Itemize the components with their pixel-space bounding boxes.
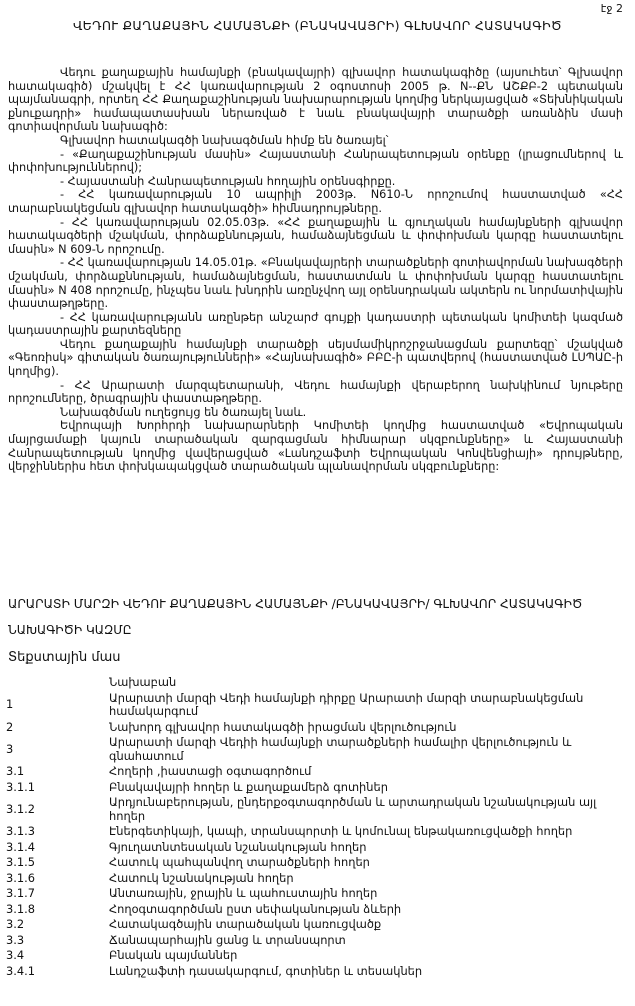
toc-row [0,856,635,870]
paragraph: Նախագծման ուղեցույց են ծառայել նաև. [60,405,307,419]
toc-number: 3.1.7 [6,886,35,900]
toc-text: Նախաբան [109,675,177,689]
toc-row [0,825,635,839]
toc-text: Արարատի մարզի Վեդիի համայնքի տարածքների համալիր վերլուծություն և գնահատում [109,735,572,763]
toc-text: Հողերի ,իաստացի օգտագործում [109,764,312,778]
page-number: էջ 2 [600,2,623,15]
table-of-contents [0,676,635,980]
toc-row [0,887,635,901]
toc-number: 3.3 [6,932,25,947]
toc-text: Անտառային, ջրային և պահուստային հողեր [109,886,378,900]
paragraph: Եվրոպայի Խորհրդի նախարարների Կոմիտեի կողմից հաստատված «Եվրոպական մայրցամաքի կայուն տարածական զարգացման հիմնարար սկզբունքները» և Հայաստանի Հանրապետության կողմից վավերացված «Լանդշաֆտի Եվրոպական Կոնվենցիայի» դրույթները, վերջիններիս հետ փոխկապակցված տարածական պլանավորման սկզբունքները: [8,419,623,474]
toc-number: 3.2 [6,917,25,931]
paragraph: - ՀՀ Արարատի մարզպետարանի, Վեդու համայնքի վերաբերող նախկինում նյութերը որոշումները, ծրագրային փաստաթղթերը. [8,378,623,406]
paragraph: - ՀՀ կառավարության 10 ապրիլի 2003թ. N610-Ն որոշումով հաստատված «ՀՀ տարաբնակեցման գլխավոր հատակագծի» հիմնադրույթները. [8,188,623,215]
toc-row [0,721,635,735]
toc-number: 3.1.6 [6,870,35,885]
toc-row [0,841,635,855]
toc-row [0,692,635,719]
toc-row [0,676,635,690]
subsection-heading: ՆԱԽԱԳԻԾԻ ԿԱԶՄԸ [8,623,132,637]
paragraph: Վեդու քաղաքային համայնքի (բնակավայրի) գլխավոր հատակագիծը (այսուհետ՝ Գլխավոր հատակագիծ) մշակվել է ՀՀ կառավարության 2 օգոստոսի 2005 թ. N--ՔՆ ԱՇՔԲ-2 պետական պայմանագրի, որտեղ ՀՀ Քաղաքաշինության նախարարության կողմից ներկայացված «Տեխնիկական քնուքադրի» համապատասխան ներառված է նաև բնակավայրի տարածքի առանձին մասի գոտիավորման նախագիծ: [8,66,623,134]
toc-row [0,918,635,932]
paragraph: Գլխավոր հատակագծի նախագծման հիմք են ծառայել՝ [60,133,389,147]
toc-text: Հողօգտագործման ըստ սեփականության ձևերի [109,901,402,916]
toc-text: Արդյունաբերության, ընդերքօգտագործման և արտադրական նշանակության այլ հողեր [109,795,597,823]
toc-text: Արարատի մարզի Վեդի համայնքի դիրքը Արարատի մարզի տարաբնակեցման համակարգում [109,690,584,718]
section-heading: ԱՐԱՐԱՏԻ ՄԱՐԶԻ ՎԵԴՈՒ ՔԱՂԱՔԱՅԻՆ ՀԱՄԱՅՆՔԻ /ԲՆԱԿԱՎԱՅՐԻ/ ԳԼԽԱՎՈՐ ՀԱՏԱԿԱԳԻԾ [8,597,583,611]
toc-row [0,765,635,779]
toc-text: Լանդշաֆտի դասակարգում, գոտիներ և տեսակներ [109,963,423,978]
toc-row [0,965,635,979]
text-part-heading: Տեքստային մաս [8,650,121,665]
toc-text: Հատուկ պահպանվող տարածքների հողեր [109,855,370,869]
toc-row [0,949,635,963]
toc-number: 2 [6,719,14,734]
toc-number: 3.1.5 [6,855,35,869]
toc-row [0,903,635,917]
toc-row [0,796,635,823]
toc-row [0,781,635,795]
toc-number: 3.1 [6,764,25,778]
toc-number: 3.1.2 [6,801,35,816]
toc-number: 3.1.8 [6,901,35,916]
toc-row [0,736,635,763]
toc-number: 3 [6,741,14,756]
toc-number: 3.1.1 [6,779,35,794]
paragraph: - ՀՀ կառավարության 14.05.01թ. «Բնակավայրերի տարածքների գոտիավորման նախագծերի մշակման, փորձաքննության, համաձայնեցման, հաստատման և փոփոխման կարգը հաստատելու մասին» N 408 որոշումը, ինչպես նաև խնդրին առընչվող այլ օրենսդրական ակտերն ու նորմատիվային փաստաթղթերը. [8,256,623,311]
paragraph: Վեդու քաղաքային համայնքի տարածքի սեյսմամիկրոշրջանացման քարտեզը՝ մշակված «Գեոռիսկ» գիտական ծառայությունների» «Հայնախագիծ» ԲԲԸ-ի պատվերով (հաստատված ԼՍՊԱԸ-ի կողմից). [8,337,623,379]
toc-text: Ճանապարհային ցանց և տրանսպորտ [109,932,346,947]
toc-number: 3.4.1 [6,963,35,978]
toc-text: Հատուկ նշանակության հողեր [109,870,294,885]
document-body [8,66,623,474]
toc-text: Գյուղատնտեսական նշանակության հողեր [109,839,367,854]
toc-row [0,934,635,948]
toc-text: Էներգետիկայի, կապի, տրանսպորտի և կոմունալ ենթակառուցվածքի հողեր [109,824,573,838]
toc-number: 3.1.4 [6,839,35,854]
toc-row [0,872,635,886]
toc-text: Բնակավայրի հողեր և քաղաքամերձ գոտիներ [109,779,388,794]
toc-text: Հատակագծային տարածական կառուցվածք [109,917,382,931]
paragraph: - ՀՀ կառավարությանն առընթեր անշարժ գույքի կադաստրի պետական կոմիտեի կազմած կադաստրային քարտեզները [8,310,623,338]
toc-text: Բնական պայմաններ [109,948,238,962]
document-title: ՎԵԴՈՒ ՔԱՂԱՔԱՅԻՆ ՀԱՄԱՅՆՔԻ (ԲՆԱԿԱՎԱՅՐԻ) ԳԼԽԱՎՈՐ ՀԱՏԱԿԱԳԻԾ [72,18,563,33]
toc-text: Նախորդ գլխավոր հատակագծի իրացման վերլուծություն [109,719,457,734]
paragraph: - ՀՀ կառավարության 02.05.03թ. «ՀՀ քաղաքային և գյուղական համայնքների գլխավոր հատակագծերի մշակման, փորձաքննության, համաձայնեցման և փոփոխման կարգը հաստատելու մասին» N 609-Ն որոշումը. [8,215,623,256]
paragraph: - «Քաղաքաշինության մասին» Հայաստանի Հանրապետության օրենքը (լրացումներով և փոփոխություններով); [8,147,623,175]
paragraph: - Հայաստանի Հանրապետության հողային օրենսգիրքը. [60,174,396,188]
toc-number: 1 [6,697,14,712]
toc-number: 3.4 [6,948,25,962]
toc-number: 3.1.3 [6,824,35,838]
